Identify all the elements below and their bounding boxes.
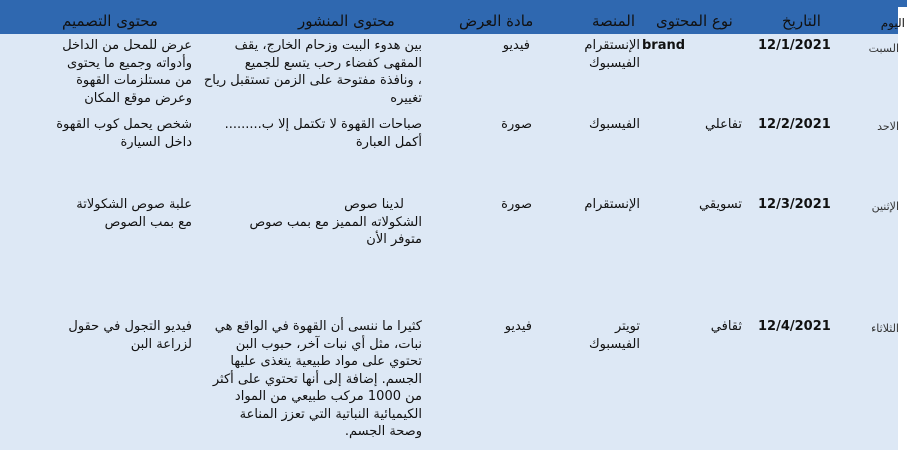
header-platform: المنصة <box>592 12 635 30</box>
table-row-1-display-material: فيديو <box>502 38 530 53</box>
table-row-2-day: الاحد <box>877 120 899 133</box>
post-line: الشكولاته المميز مع بمب صوص <box>249 214 422 230</box>
header-content-type: نوع المحتوى <box>656 12 733 30</box>
design-line: عرض للمحل من الداخل <box>62 38 192 53</box>
platform-line: الإنستقرام <box>584 38 640 53</box>
table-row-1-design-content <box>40 37 192 107</box>
table-row-4-day: الثلاثاء <box>871 322 899 335</box>
design-line: لزراعة البن <box>130 336 192 352</box>
table-row-1-platform <box>560 37 640 72</box>
table-row-1-post-content <box>198 37 422 107</box>
table-row-3-day: الإثنين <box>871 200 899 213</box>
header-day: اليوم <box>880 16 905 30</box>
table-row-2-content-type: تفاعلي <box>704 117 742 132</box>
table-row-2-display-material: صورة <box>501 117 532 132</box>
design-line: مع بمب الصوص <box>104 214 192 230</box>
header-post-content: محتوى المنشور <box>298 12 395 30</box>
table-row-1-day: السبت <box>868 42 899 55</box>
table-row-4-post-content <box>198 318 422 441</box>
design-line: من مستلزمات القهوة <box>76 73 192 88</box>
post-line: أكمل العبارة <box>355 134 422 150</box>
table-row-3-display-material: صورة <box>501 197 532 212</box>
design-line: داخل السيارة <box>120 134 192 150</box>
post-line: الجسم. إضافة إلى أنها تحتوي على أكثر <box>212 371 422 387</box>
post-line: بين هدوء البيت وزحام الخارج، يقف <box>234 38 422 53</box>
platform-line: الفيسبوك <box>588 336 640 352</box>
design-line: شخص يحمل كوب القهوة <box>56 117 192 132</box>
table-row-4-date: 12/4/2021 <box>758 319 831 334</box>
platform-line: تويتر <box>614 319 640 334</box>
table-row-2-post-content <box>198 116 422 151</box>
table-row-4-design-content <box>40 318 192 353</box>
table-row-3-date: 12/3/2021 <box>758 197 831 212</box>
table-row-4-display-material: فيديو <box>504 319 532 334</box>
post-line: المقهى كفضاء رحب يتسع للجميع <box>244 55 422 71</box>
table-row-2-platform <box>560 116 640 134</box>
platform-line: الفيسبوك <box>588 117 640 132</box>
post-line: نبات، مثل أي نبات آخر، حبوب البن <box>235 336 422 352</box>
post-line: صباحات القهوة لا تكتمل إلا ب......... <box>224 117 422 132</box>
header-display-material: مادة العرض <box>459 12 534 30</box>
post-line: تغييره <box>390 90 422 106</box>
post-line: تحتوي على مواد طبيعية يتغذى عليها <box>230 354 422 369</box>
table-row-2-date: 12/2/2021 <box>758 117 831 132</box>
platform-line: الفيسبوك <box>588 55 640 71</box>
table-row-3-content-type: تسويقي <box>699 197 742 212</box>
table-row-4-platform <box>560 318 640 353</box>
post-line: متوفر الأن <box>366 232 422 247</box>
table-row-1-date: 12/1/2021 <box>758 38 831 53</box>
table-row-4-content-type: ثقافي <box>710 319 742 334</box>
header-bar-edge <box>898 0 907 7</box>
post-line: الكيميائية النباتية التي تعزز المناعة <box>239 406 422 422</box>
post-line: وصحة الجسم. <box>344 424 422 439</box>
post-line: لدينا صوص <box>344 197 404 212</box>
post-line: كثيرا ما ننسى أن القهوة في الواقع هي <box>214 319 422 334</box>
design-line: وعرض موقع المكان <box>84 90 192 106</box>
post-line: ، ونافذة مفتوحة على الزمن تستقبل رياح <box>203 73 422 88</box>
table-row-2-design-content <box>40 116 192 151</box>
design-line: فيديو التجول في حقول <box>68 319 192 334</box>
post-line: من 1000 مركب طبيعي من المواد <box>234 389 422 404</box>
table-row-1-content-type: brand <box>642 38 686 53</box>
table-row-3-design-content <box>40 196 192 231</box>
header-design-content: محتوى التصميم <box>62 12 158 30</box>
platform-line: الإنستقرام <box>584 197 640 212</box>
header-date: التاريخ <box>782 12 821 30</box>
table-row-3-post-content <box>198 196 422 249</box>
table-row-3-platform <box>560 196 640 214</box>
design-line: وأدواته وجميع ما يحتوى <box>67 55 192 71</box>
design-line: علبة صوص الشكولاتة <box>76 197 192 212</box>
